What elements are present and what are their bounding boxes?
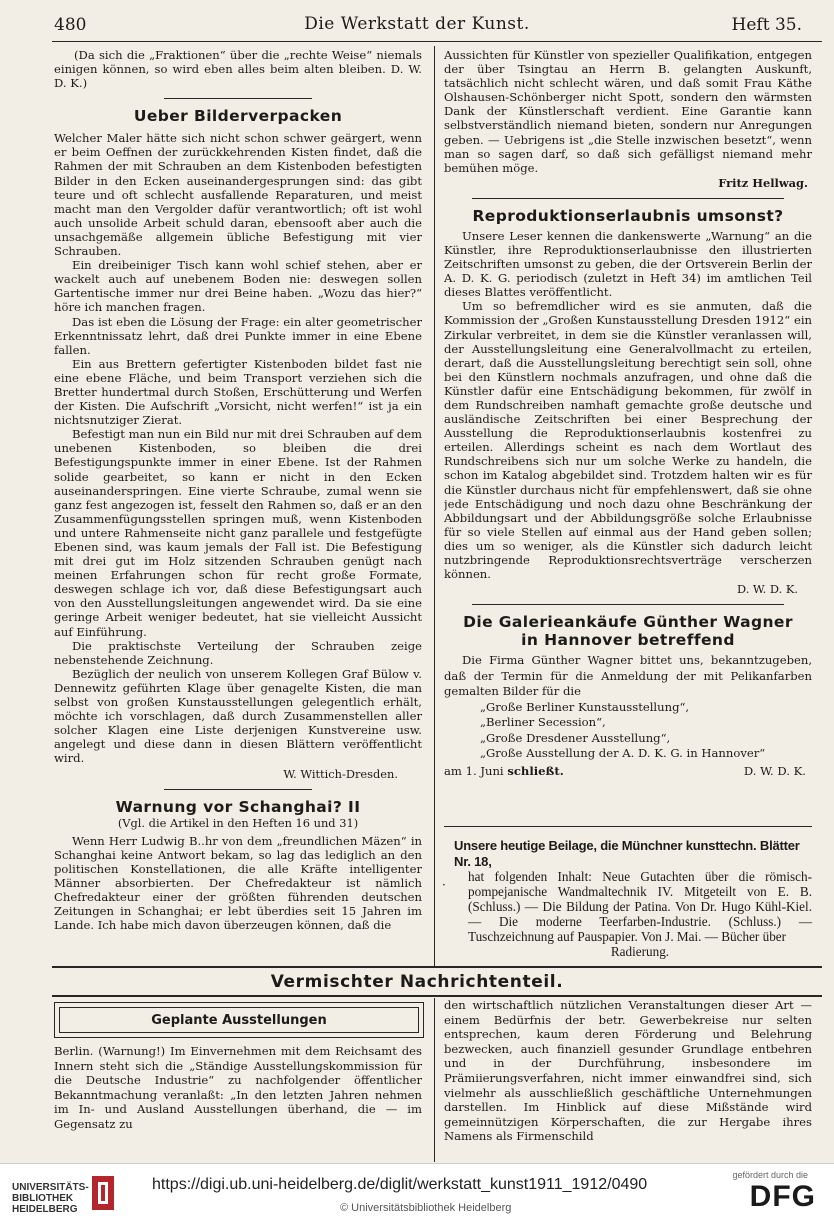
- left-column: [54, 48, 422, 968]
- supplement-body-end: Radierung.: [610, 943, 670, 959]
- section-right-text: [444, 998, 812, 1162]
- paragraph: Um so befremdlicher wird es sie anmuten, daß die Kommission der „Großen Kunstausstellung Dresden 1912“ ein Zirkular verbreitet, in dem sie die Künstler veranlassen will, der Ausstellungsleitung eine Generalvollmacht zu erteilen, derart, daß die Ausstellungsleitung berechtigt sein soll, ohne bei den Künstlern nochmals anzufragen, und ohne daß die Künstler dafür eine Entschädigung bekommen, für zwölf in dem Rundschreiben namhaft gemachte große deutsche und ausländische Zeitschriften bei einer Besprechung der Ausstellung die Reproduktionserlaubnis kostenfrei zu erteilen. Allerdings scheint es nach dem Wortlaut des Rundschreibens sich nur um solche Werke zu handeln, die schon im Katalog abgebildet sind. Trotzdem halten wir es für die Künstler durchaus nicht für empfehlenswert, daß sie ohne jede Entschädigung und noch dazu ohne Beschränkung der Abbildungsart und der Abbildungsgröße solche Erlaubnisse für so viele Stellen auf einmal aus der Hand geben sollen; dies um so weniger, als die Künstler sich dadurch leicht nutzbringende Reproduktionsrechtsverträge verscherzen können.: [444, 299, 812, 582]
- paragraph: Unsere Leser kennen die dankenswerte „Warnung“ an die Künstler, ihre Reproduktionserlaubnisse den illustrierten Zeitschriften umsonst zu geben, die der Ortsverein Berlin der A. D. K. G. periodisch (zuletzt in Heft 34) im amtlichen Teil dieses Blattes veröffentlicht.: [444, 228, 812, 300]
- column-divider: [434, 46, 435, 966]
- section-title: Vermischter Nachrichtenteil.: [270, 972, 564, 992]
- list-item: „Große Ausstellung der A. D. K. G. in Hannover“: [480, 746, 766, 761]
- page-number: 480: [54, 15, 87, 35]
- section-rule-top: [52, 966, 822, 968]
- exhibition-list: [444, 700, 812, 762]
- signature: Fritz Hellwag.: [718, 175, 808, 190]
- running-title: Die Werkstatt der Kunst.: [304, 14, 530, 34]
- paragraph: Ein dreibeiniger Tisch kann wohl schief stehen, aber er wackelt auch auf unebenem Boden nie: deswegen sollen Gartentische immer nur drei Beine haben. „Wozu das hier?“ höre ich manchen fragen.: [54, 258, 422, 315]
- paragraph: Ein aus Brettern gefertigter Kistenboden bildet fast nie eine ebene Fläche, und beim Transport verziehen sich die Bretter hundertmal durch Stoßen, Erschütterung und Werfen der Kisten. Die Aufschrift „Vorsicht, nicht werfen!“ ist ja ein nichtsnutziger Zierat.: [54, 356, 422, 428]
- bullet-mark: ·: [442, 878, 446, 892]
- paragraph: Welcher Maler hätte sich nicht schon schwer geärgert, wenn er beim Oeffnen der zurückkehrenden Kisten findet, daß die Rahmen der mit Schrauben an dem Kistenboden befestigten Bilder in den Ecken auseinandergesprungen sind: das gibt teure und oft schlecht ausfallende Reparaturen, und meist macht man den Vergolder dafür verantwortlich; oft ist wohl auch unsolide Arbeit schuld daran, ebensooft aber auch die unsachgemäße allgemein übliche Befestigung mit vier Schrauben.: [54, 131, 422, 259]
- viewer-footer: [0, 1163, 834, 1222]
- dfg-logo[interactable]: DFG: [749, 1180, 816, 1213]
- header-rule: [52, 41, 822, 42]
- geplante-ausstellungen-box: [54, 1002, 424, 1038]
- paragraph: Befestigt man nun ein Bild nur mit drei Schrauben auf dem unebenen Kistenboden, so bleiben die drei Befestigungspunkte immer in einer Ebene. Ist der Rahmen solide gearbeitet, so kann er nicht in den Ecken auseinanderspringen. Eine vierte Schraube, zumal wenn sie ganz fest angezogen ist, fesselt den Rahmen so, daß er an den Zusammenfügungsstellen springen muß, wenn Kistenboden und untere Rahmenseite nicht ganz parallele und festgefügte Ebenen sind, was kaum jemals der Fall ist. Die Befestigung mit drei gut im Holz sitzenden Schrauben genügt nach meinen Erfahrungen schon für recht große Formate, deswegen schlage ich vor, daß diese Befestigungsart auch von den Ausstellungsleitungen angewendet wird. Da sie eine geringe Arbeit weniger bedeutet, hat sie vielleicht Aussicht auf Einführung.: [54, 427, 422, 639]
- paragraph: Aussichten für Künstler von spezieller Qualifikation, entgegen der über Tsingtau an Herrn B. gelangten Auskunft, tatsächlich nicht schlecht wären, und daß somit Frau Käthe Olshausen-Schönberger nicht Spott, sondern den wärmsten Dank der Künstlerschaft verdient. Eine Garantie kann selbstverständlich niemand bieten, sondern nur Anregungen geben. — Uebrigens ist „die Stelle inzwischen besetzt“, wenn man so sagen darf, so daß sich gefälligst niemand mehr bemühen möge.: [444, 48, 812, 175]
- section-rule-bottom: [52, 995, 822, 997]
- issue-number: Heft 35.: [731, 15, 802, 35]
- article-title-galerieankaeufe-2: in Hannover betreffend: [521, 631, 735, 650]
- section-left-text: [54, 1044, 422, 1162]
- paragraph: Berlin. (Warnung!) Im Einvernehmen mit dem Reichsamt des Innern steht sich die „Ständige Ausstellungskommission für die Deutsche Industrie“ zu nachfolgender öffentlicher Bekanntmachung veranlaßt: „In den letzten Jahren nehmen im In- und Ausland Ausstellungen überhand, die — im Gegensatz zu: [54, 1044, 422, 1131]
- library-line: UNIVERSITÄTS-: [12, 1182, 89, 1193]
- permalink-url[interactable]: https://digi.ub.uni-heidelberg.de/diglit/werkstatt_kunst1911_1912/0490: [152, 1176, 648, 1193]
- separator: [472, 198, 784, 199]
- list-item: „Große Dresdener Ausstellung“,: [480, 730, 671, 745]
- article-title-bilderverpacken: Ueber Bilderverpacken: [133, 107, 343, 126]
- separator: [164, 789, 312, 790]
- funded-by-label: gefördert durch die: [732, 1170, 808, 1180]
- separator: [164, 98, 312, 99]
- signature: D. W. D. K.: [743, 763, 806, 778]
- copyright: © Universitätsbibliothek Heidelberg: [340, 1202, 512, 1214]
- library-name: [12, 1182, 89, 1215]
- article-subtitle: (Vgl. die Artikel in den Heften 16 und 31): [117, 815, 359, 830]
- paragraph: den wirtschaftlich nützlichen Veranstaltungen dieser Art — einem Bedürfnis der betr. Gewerbekreise nur selten entsprechen, kaum deren Förderung und Belehrung bezwecken, auch finanziell gesunder Grundlage entbehren und in der Durchführung, insbesondere im Prämiierungsverfahren, nicht immer einwandfrei sind, sich vielmehr als ausschließlich geschäftliche Unternehmungen darstellen. Im Hinblick auf diese Mißstände wird gemeinnützigen Körperschaften, die zur Hergabe ihres Namens als Firmenschild: [444, 998, 812, 1144]
- closing-bold: schließt.: [507, 763, 564, 778]
- library-line: BIBLIOTHEK: [12, 1193, 74, 1204]
- signature: D. W. D. K.: [736, 582, 798, 597]
- article-title-galerieankaeufe-1: Die Galerieankäufe Günther Wagner: [463, 613, 793, 632]
- paragraph: Die Firma Günther Wagner bittet uns, bekanntzugeben, daß der Termin für die Anmeldung der mit Pelikanfarben gemalten Bilder für die: [444, 653, 812, 699]
- paragraph: Wenn Herr Ludwig B..hr von dem „freundlichen Mäzen“ in Schanghai keine Antwort bekam, so lag das lediglich an den politischen Konstellationen, die alle Kräfte intelligenter Männer absorbierten. Der Chefredakteur ist nämlich Chefredakteur einer der größten führenden deutschen Zeitungen in Schanghai; er lebt überdies seit 15 Jahren im Lande. Ich habe mich davon überzeugen können, daß die: [54, 833, 422, 933]
- supplement-title: Unsere heutige Beilage, die Münchner kunsttechn. Blätter Nr. 18,: [454, 838, 800, 869]
- signature: W. Wittich-Dresden.: [283, 766, 398, 781]
- library-line: HEIDELBERG: [12, 1204, 78, 1215]
- separator: [472, 604, 784, 605]
- supplement-notice: [454, 838, 812, 959]
- closing-line: [444, 764, 812, 779]
- library-logo-icon: [92, 1176, 114, 1210]
- right-column: [444, 48, 812, 838]
- supplement-rule: [444, 826, 812, 827]
- article-title-schanghai: Warnung vor Schanghai? II: [115, 797, 361, 816]
- section-divider: [434, 998, 435, 1162]
- list-item: „Berliner Secession“,: [480, 715, 606, 730]
- box-title: Geplante Ausstellungen: [59, 1007, 419, 1033]
- article-title-reproduktion: Reproduktionserlaubnis umsonst?: [472, 206, 784, 225]
- paragraph: Die praktischste Verteilung der Schrauben zeige nebenstehende Zeichnung.: [54, 638, 422, 667]
- paragraph: Das ist eben die Lösung der Frage: ein alter geometrischer Erkenntnissatz lehrt, daß drei Punkte immer in eine Ebene fallen.: [54, 314, 422, 357]
- editor-note: (Da sich die „Fraktionen“ über die „rechte Weise“ niemals einigen können, so wird eben alles beim alten bleiben. D. W. D. K.): [54, 48, 422, 91]
- paragraph: Bezüglich der neulich von unserem Kollegen Graf Bülow v. Dennewitz geführten Klage über genagelte Kisten, die man selbst von großen Kunstausstellungen gelegentlich erhält, möchte ich vorschlagen, daß durch Zusammenstellen aller solcher Klagen eine Liste derjenigen Kunstvereine usw. angelegt und diese dann in diesen Blättern veröffentlicht wird.: [54, 666, 422, 766]
- list-item: „Große Berliner Kunstausstellung“,: [480, 699, 690, 714]
- closing-prefix: am 1. Juni: [444, 763, 504, 778]
- supplement-body: hat folgenden Inhalt: Neue Gutachten über die römisch-pompejanische Wandmaltechnik IV. Mitgeteilt von E. B. (Schluss.) — Die Bildung der Patina. Von Dr. Hugo Kühl-Kiel. — Die moderne Teerfarben-Industrie. (Schluss.) — Tuschzeichnung auf Pauspapier. Von J. Mai. — Bücher über: [468, 869, 812, 944]
